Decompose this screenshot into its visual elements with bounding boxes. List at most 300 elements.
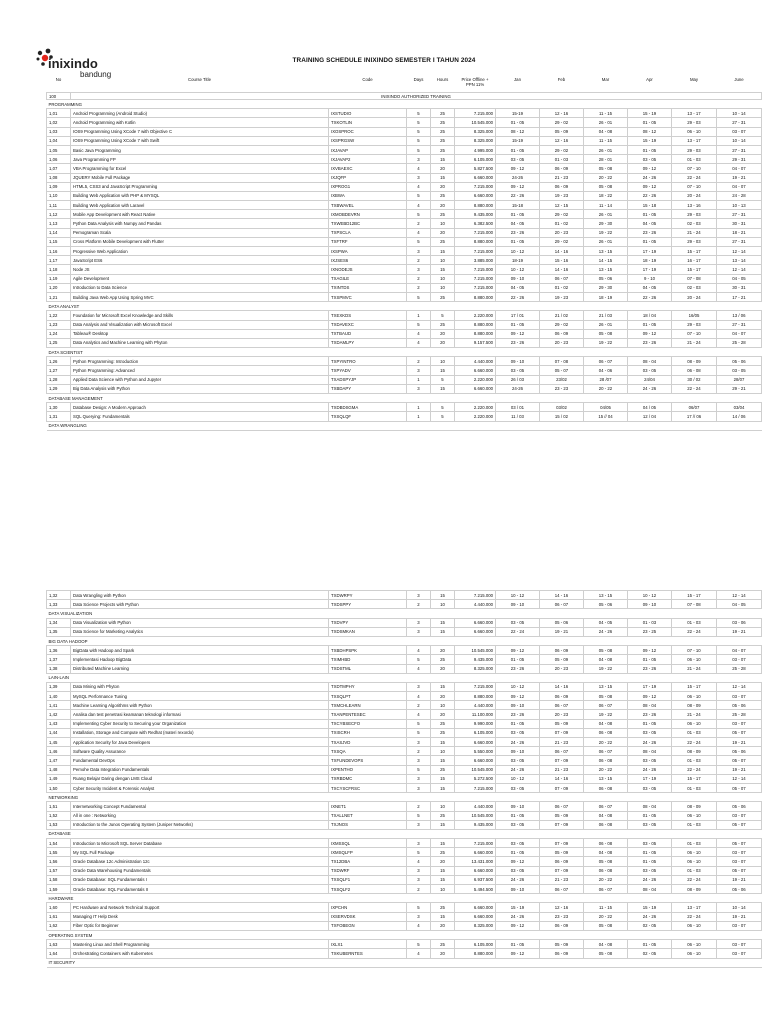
table-row — [47, 655, 762, 664]
schedule-mar: 13 - 15 — [584, 265, 628, 274]
course-days: 5 — [407, 940, 431, 949]
schedule-may: 13 - 17 — [672, 109, 717, 118]
course-hours: 20 — [431, 664, 455, 673]
schedule-jun: 04 - 07 — [717, 646, 762, 655]
table-row — [47, 857, 762, 866]
table-row — [47, 618, 762, 627]
course-code: TXSQLF2 — [329, 885, 407, 894]
table-row — [47, 265, 762, 274]
course-hours: 20 — [431, 182, 455, 191]
schedule-jan: 01 - 05 — [496, 848, 540, 857]
course-title: Cross Platform Mobile Development with Flutter — [71, 237, 329, 246]
schedule-may: 21 - 24 — [672, 228, 717, 237]
schedule-apr: 08 - 04 — [628, 357, 672, 366]
course-hours: 5 — [431, 412, 455, 421]
course-price: 5.494.500 — [455, 885, 496, 894]
course-code: IXJAVAP2 — [329, 155, 407, 164]
schedule-may: 01 - 03 — [672, 618, 717, 627]
course-days: 2 — [407, 885, 431, 894]
group-heading-row — [47, 394, 762, 403]
table-row — [47, 384, 762, 393]
schedule-feb: 29 - 02 — [540, 237, 584, 246]
schedule-may: 15 - 17 — [672, 682, 717, 691]
schedule-may: 29 - 03 — [672, 118, 717, 127]
schedule-feb: 01 - 03 — [540, 155, 584, 164]
schedule-jan: 09 - 10 — [496, 357, 540, 366]
schedule-jan: 09 - 12 — [496, 329, 540, 338]
schedule-jan: 04 - 05 — [496, 219, 540, 228]
course-hours: 15 — [431, 839, 455, 848]
course-days: 3 — [407, 774, 431, 783]
course-days: 5 — [407, 811, 431, 820]
schedule-apr: 09 - 12 — [628, 646, 672, 655]
schedule-mar: 20 - 22 — [584, 738, 628, 747]
course-days: 3 — [407, 682, 431, 691]
schedule-feb: 20 - 23 — [540, 710, 584, 719]
schedule-jan: 10 - 12 — [496, 774, 540, 783]
schedule-apr: 24 - 26 — [628, 173, 672, 182]
schedule-mar: 11 - 15 — [584, 109, 628, 118]
course-price: 7.215.000 — [455, 839, 496, 848]
schedule-mar: 04 - 08 — [584, 940, 628, 949]
schedule-mar: 26 - 01 — [584, 237, 628, 246]
course-hours: 25 — [431, 655, 455, 664]
schedule-feb: 06 - 07 — [540, 885, 584, 894]
course-no: 1,20 — [47, 283, 71, 292]
course-no: 1,57 — [47, 866, 71, 875]
schedule-table-page-1 — [46, 76, 762, 431]
schedule-feb: 20 - 23 — [540, 228, 584, 237]
course-price: 7.215.000 — [455, 109, 496, 118]
course-price: 7.215.000 — [455, 274, 496, 283]
course-no: 1,04 — [47, 136, 71, 145]
course-no: 1,61 — [47, 912, 71, 921]
col-price — [455, 76, 496, 93]
course-price: 6.660.000 — [455, 848, 496, 857]
course-no: 1,19 — [47, 274, 71, 283]
schedule-apr: 01 - 05 — [628, 655, 672, 664]
course-hours: 10 — [431, 256, 455, 265]
schedule-mar: 26 - 01 — [584, 118, 628, 127]
schedule-apr: 09 - 12 — [628, 329, 672, 338]
course-price: 9.990.000 — [455, 719, 496, 728]
course-code: IXPCHN — [329, 903, 407, 912]
schedule-mar: 05 - 08 — [584, 921, 628, 930]
schedule-mar: 20 - 22 — [584, 173, 628, 182]
schedule-apr: 03 - 05 — [628, 839, 672, 848]
schedule-jan: 15-19 — [496, 136, 540, 145]
course-code: IXSTUDIO — [329, 109, 407, 118]
group-heading-row — [47, 894, 762, 903]
course-days: 5 — [407, 320, 431, 329]
course-no: 1,14 — [47, 228, 71, 237]
course-days: 2 — [407, 256, 431, 265]
schedule-jan: 15-19 — [496, 109, 540, 118]
course-price: 8.880.000 — [455, 320, 496, 329]
course-title: Node JS — [71, 265, 329, 274]
schedule-jun: 03 - 06 — [717, 618, 762, 627]
schedule-mar: 26 - 01 — [584, 320, 628, 329]
course-no: 1,15 — [47, 237, 71, 246]
course-code: TXSQA — [329, 747, 407, 756]
course-days: 4 — [407, 710, 431, 719]
col-apr: Apr — [646, 77, 653, 82]
schedule-mar: 20 - 22 — [584, 912, 628, 921]
schedule-feb: 21 - 23 — [540, 173, 584, 182]
schedule-apr: 17 - 19 — [628, 247, 672, 256]
course-days: 3 — [407, 866, 431, 875]
schedule-jan: 11 / 03 — [496, 412, 540, 421]
schedule-jan: 17 / 01 — [496, 311, 540, 320]
col-price-tax: PPN 11% — [465, 82, 485, 87]
schedule-mar: 13 - 15 — [584, 591, 628, 600]
schedule-jan: 23 - 26 — [496, 338, 540, 347]
schedule-jun: 05 - 06 — [717, 357, 762, 366]
course-days: 3 — [407, 756, 431, 765]
group-heading-row — [47, 793, 762, 802]
schedule-jan: 09 - 12 — [496, 949, 540, 958]
col-mar: Mar — [601, 77, 610, 82]
course-no: 1,52 — [47, 811, 71, 820]
course-days: 3 — [407, 783, 431, 792]
schedule-mar: 04 - 08 — [584, 719, 628, 728]
course-price: 7.215.000 — [455, 283, 496, 292]
schedule-jun: 04 - 07 — [717, 164, 762, 173]
schedule-may: 16/05 — [672, 311, 717, 320]
schedule-jun: 05 - 06 — [717, 885, 762, 894]
schedule-jan: 23 - 26 — [496, 228, 540, 237]
schedule-apr: 01 - 03 — [628, 618, 672, 627]
course-title: Introduction to the Junos Operating System (Juniper Networks) — [71, 820, 329, 829]
course-price: 8.325.000 — [455, 136, 496, 145]
course-title: Distributed Machine Learning — [71, 664, 329, 673]
course-days: 5 — [407, 292, 431, 301]
course-no: 1,03 — [47, 127, 71, 136]
schedule-may: 20 - 24 — [672, 191, 717, 200]
schedule-feb: 06 - 09 — [540, 921, 584, 930]
course-no: 1,05 — [47, 145, 71, 154]
table-row — [47, 903, 762, 912]
schedule-feb: 06 - 09 — [540, 164, 584, 173]
schedule-mar: 11 - 15 — [584, 136, 628, 145]
course-code: TXDSTML — [329, 664, 407, 673]
schedule-jun: 03 - 07 — [717, 719, 762, 728]
schedule-apr: 23 - 26 — [628, 338, 672, 347]
table-row — [47, 237, 762, 246]
course-price: 8.325.000 — [455, 921, 496, 930]
course-days: 4 — [407, 692, 431, 701]
course-days: 1 — [407, 311, 431, 320]
course-hours: 20 — [431, 228, 455, 237]
schedule-mar: 04 - 08 — [584, 848, 628, 857]
schedule-may: 22 - 24 — [672, 765, 717, 774]
course-code: IXSPWA — [329, 247, 407, 256]
course-price: 6.660.000 — [455, 866, 496, 875]
course-code: TXADSPYJP — [329, 375, 407, 384]
table-row — [47, 256, 762, 265]
schedule-jun: 19 - 21 — [717, 738, 762, 747]
schedule-jun: 05 - 07 — [717, 839, 762, 848]
schedule-feb: 06 - 09 — [540, 182, 584, 191]
schedule-apr: 01 - 05 — [628, 848, 672, 857]
schedule-feb: 20 - 23 — [540, 338, 584, 347]
course-price: 10.545.000 — [455, 118, 496, 127]
table-row — [47, 747, 762, 756]
schedule-feb: 06 - 07 — [540, 600, 584, 609]
course-code: IXMOBDEVRN — [329, 210, 407, 219]
course-code: TXWEBD12BC — [329, 219, 407, 228]
group-heading-row — [47, 930, 762, 939]
schedule-mar: 06 - 07 — [584, 885, 628, 894]
schedule-jun: 05 - 06 — [717, 747, 762, 756]
course-title: All in one : Networking — [71, 811, 329, 820]
schedule-feb: 07 - 09 — [540, 756, 584, 765]
table-row — [47, 274, 762, 283]
schedule-jan: 03 - 05 — [496, 618, 540, 627]
course-no: 1,11 — [47, 201, 71, 210]
group-heading-row — [47, 636, 762, 645]
course-days: 5 — [407, 903, 431, 912]
schedule-mar: 13 - 15 — [584, 774, 628, 783]
course-hours: 25 — [431, 903, 455, 912]
schedule-mar: 11 - 15 — [584, 903, 628, 912]
course-hours: 15 — [431, 738, 455, 747]
schedule-jun: 24 - 28 — [717, 191, 762, 200]
schedule-may: 06 - 10 — [672, 127, 717, 136]
schedule-apr: 09 - 10 — [628, 600, 672, 609]
schedule-may: 22 - 24 — [672, 627, 717, 636]
course-days: 1 — [407, 403, 431, 412]
schedule-jun: 29 - 31 — [717, 155, 762, 164]
schedule-jun: 27 - 31 — [717, 210, 762, 219]
schedule-jan: 24 - 26 — [496, 738, 540, 747]
schedule-mar: 05 - 08 — [584, 329, 628, 338]
schedule-feb: 19 - 23 — [540, 191, 584, 200]
schedule-may: 01 - 03 — [672, 155, 717, 164]
schedule-jan: 24 - 26 — [496, 765, 540, 774]
course-code: TXKUBERNTES — [329, 949, 407, 958]
schedule-may: 13 - 17 — [672, 903, 717, 912]
course-price: 6.660.000 — [455, 738, 496, 747]
schedule-jun: 27 - 31 — [717, 237, 762, 246]
course-title: Building Web Application with Laravel — [71, 201, 329, 210]
course-code: IXNODEJS — [329, 265, 407, 274]
schedule-jan: 09 - 12 — [496, 182, 540, 191]
course-title: Progressive Web Application — [71, 247, 329, 256]
schedule-jan: 10 - 12 — [496, 247, 540, 256]
course-title: Android Programming (Android Studio) — [71, 109, 329, 118]
course-title: Introduction to Data Science — [71, 283, 329, 292]
schedule-may: 30 / 02 — [672, 375, 717, 384]
schedule-jan: 03 - 05 — [496, 366, 540, 375]
course-no: 1,46 — [47, 747, 71, 756]
schedule-feb: 19 - 23 — [540, 292, 584, 301]
table-row — [47, 136, 762, 145]
course-code: TXDVPY — [329, 618, 407, 627]
schedule-mar: 24 - 26 — [584, 627, 628, 636]
schedule-feb: 20 - 23 — [540, 664, 584, 673]
schedule-jan: 10 - 12 — [496, 591, 540, 600]
schedule-feb: 06 - 09 — [540, 949, 584, 958]
course-title: Python Programming: Advanced — [71, 366, 329, 375]
table-row — [47, 403, 762, 412]
table-row — [47, 692, 762, 701]
table-row — [47, 774, 762, 783]
course-title: My SQL Full Package — [71, 848, 329, 857]
schedule-mar: 06 - 08 — [584, 839, 628, 848]
course-days: 3 — [407, 618, 431, 627]
schedule-jan: 09 - 10 — [496, 600, 540, 609]
course-code: TXASJVD — [329, 738, 407, 747]
schedule-feb: 01 - 02 — [540, 219, 584, 228]
col-hours: Hours — [436, 77, 449, 82]
course-code: TXFTRF — [329, 237, 407, 246]
schedule-may: 21 - 24 — [672, 710, 717, 719]
course-hours: 25 — [431, 237, 455, 246]
course-code: TXDAMLPY — [329, 338, 407, 347]
course-price: 13.431.000 — [455, 857, 496, 866]
schedule-apr: 02 - 05 — [628, 949, 672, 958]
schedule-jun: 05 - 07 — [717, 866, 762, 875]
course-days: 1 — [407, 375, 431, 384]
course-no: 1,17 — [47, 256, 71, 265]
course-no: 1,28 — [47, 375, 71, 384]
course-title: HTML5, CSS3 and JavaScript Programming — [71, 182, 329, 191]
course-code: TXBDHPSPK — [329, 646, 407, 655]
schedule-may: 22 - 24 — [672, 738, 717, 747]
schedule-mar: 13 - 15 — [584, 682, 628, 691]
course-price: 9.435.000 — [455, 820, 496, 829]
schedule-jan: 03 - 05 — [496, 783, 540, 792]
schedule-apr: 18 / 04 — [628, 311, 672, 320]
course-price: 3.885.000 — [455, 256, 496, 265]
schedule-may: 01 - 03 — [672, 839, 717, 848]
course-price: 5.827.500 — [455, 164, 496, 173]
course-title: IOS9 Programming Using XCode 7 with Objective C — [71, 127, 329, 136]
schedule-apr: 01 - 05 — [628, 320, 672, 329]
schedule-jun: 04 - 07 — [717, 182, 762, 191]
course-code: TXKOTLIN — [329, 118, 407, 127]
course-code: TXEXKDS — [329, 311, 407, 320]
schedule-feb: 14 - 16 — [540, 682, 584, 691]
schedule-may: 02 - 03 — [672, 219, 717, 228]
schedule-apr: 03 - 05 — [628, 155, 672, 164]
schedule-feb: 12 - 16 — [540, 109, 584, 118]
schedule-feb: 12 - 16 — [540, 136, 584, 145]
group-heading-row — [47, 829, 762, 838]
col-no: No — [55, 77, 62, 82]
course-no: 1,22 — [47, 311, 71, 320]
schedule-mar: 20 - 22 — [584, 875, 628, 884]
table-row — [47, 949, 762, 958]
schedule-apr: 01 - 05 — [628, 237, 672, 246]
course-days: 2 — [407, 600, 431, 609]
schedule-may: 06 - 10 — [672, 848, 717, 857]
schedule-jan: 22 - 26 — [496, 292, 540, 301]
schedule-feb: 06 - 07 — [540, 274, 584, 283]
course-no: 1,06 — [47, 155, 71, 164]
table-row — [47, 664, 762, 673]
schedule-may: 22 - 24 — [672, 875, 717, 884]
course-hours: 10 — [431, 219, 455, 228]
schedule-feb: 07 - 09 — [540, 783, 584, 792]
schedule-feb: 05 - 09 — [540, 127, 584, 136]
course-no: 1,59 — [47, 885, 71, 894]
schedule-mar: 28 - 01 — [584, 155, 628, 164]
schedule-mar: 28 /07 — [584, 375, 628, 384]
course-code: TXFOBEGN — [329, 921, 407, 930]
course-price: 9.435.000 — [455, 210, 496, 219]
course-no: 1,09 — [47, 182, 71, 191]
col-feb: Feb — [557, 77, 566, 82]
table-row — [47, 329, 762, 338]
course-no: 1,29 — [47, 384, 71, 393]
course-price: 4.440.000 — [455, 802, 496, 811]
course-code: IXLX1 — [329, 940, 407, 949]
schedule-apr: 03 - 05 — [628, 366, 672, 375]
course-code: IXNET1 — [329, 802, 407, 811]
schedule-jan: 09 - 10 — [496, 274, 540, 283]
course-no: 1,31 — [47, 412, 71, 421]
schedule-mar: 06 - 07 — [584, 701, 628, 710]
schedule-jun: 05 - 07 — [717, 783, 762, 792]
schedule-may: 21 - 24 — [672, 664, 717, 673]
course-price: 6.937.500 — [455, 875, 496, 884]
course-hours: 20 — [431, 646, 455, 655]
table-row — [47, 701, 762, 710]
course-no: 1,63 — [47, 940, 71, 949]
course-price: 7.215.000 — [455, 265, 496, 274]
group-heading: LAIN-LAIN — [47, 673, 762, 682]
table-row — [47, 201, 762, 210]
course-days: 4 — [407, 857, 431, 866]
course-hours: 15 — [431, 591, 455, 600]
schedule-mar: 06 - 07 — [584, 357, 628, 366]
course-no: 1,12 — [47, 210, 71, 219]
schedule-feb: 03/02 — [540, 403, 584, 412]
course-code: TXALLNET — [329, 811, 407, 820]
course-hours: 5 — [431, 403, 455, 412]
schedule-jun: 25 - 28 — [717, 710, 762, 719]
schedule-jun: 03 - 07 — [717, 655, 762, 664]
schedule-mar: 06 - 07 — [584, 802, 628, 811]
course-no: 1,51 — [47, 802, 71, 811]
table-row — [47, 783, 762, 792]
col-course-title: Course Title — [188, 77, 211, 82]
course-hours: 15 — [431, 265, 455, 274]
schedule-feb: 15 - 16 — [540, 256, 584, 265]
course-title: Oracle Database: SQL Fundamentals I — [71, 875, 329, 884]
schedule-jan: 09 - 12 — [496, 857, 540, 866]
schedule-feb: 21 - 23 — [540, 875, 584, 884]
course-no: 1,64 — [47, 949, 71, 958]
course-days: 5 — [407, 118, 431, 127]
schedule-jan: 23 - 26 — [496, 710, 540, 719]
group-heading-row — [47, 302, 762, 311]
schedule-jan: 09 - 12 — [496, 164, 540, 173]
course-no: 1,38 — [47, 664, 71, 673]
course-hours: 25 — [431, 320, 455, 329]
schedule-may: 06 - 10 — [672, 811, 717, 820]
course-days: 4 — [407, 949, 431, 958]
course-no: 1,34 — [47, 618, 71, 627]
table-row — [47, 191, 762, 200]
category-label: INIXINDO AUTHORIZED TRAINING — [71, 93, 762, 100]
schedule-feb: 05 - 09 — [540, 848, 584, 857]
course-days: 3 — [407, 155, 431, 164]
schedule-jan: 22 - 24 — [496, 627, 540, 636]
schedule-jun: 04 - 05 — [717, 600, 762, 609]
